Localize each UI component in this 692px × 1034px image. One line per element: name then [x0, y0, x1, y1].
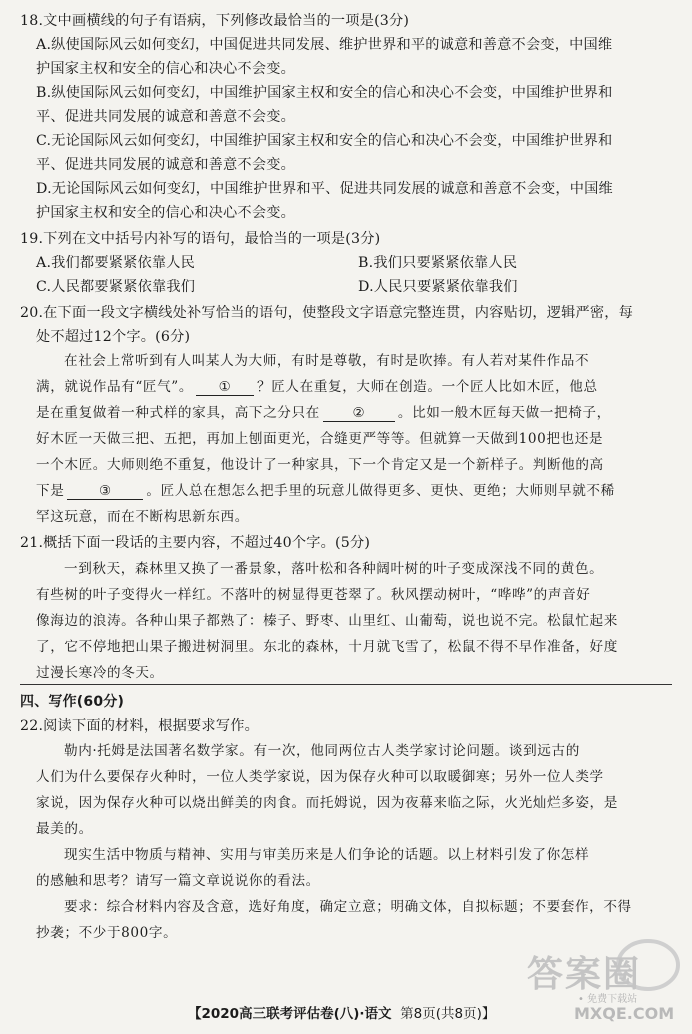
- footer-title: 【2020高三联考评估卷(八)·语文: [188, 1006, 392, 1022]
- q21-passage-line1: 一到秋天，森林里又换了一番景象，落叶松和各种阔叶树的叶子变成深浅不同的黄色。: [64, 561, 604, 577]
- q18-stem: 18.文中画横线的句子有语病，下列修改最恰当的一项是(3分): [20, 13, 410, 29]
- q18-option-b-line1: B.纵使国际风云如何变幻，中国维护国家主权和安全的信心和决心不会变，中国维护世界和: [36, 85, 613, 101]
- q22-material-line2: 人们为什么要保存火种时，一位人类学家说，因为保存火种可以取暖御寒；另外一位人类学: [36, 769, 604, 785]
- q19-stem: 19.下列在文中括号内补写的语句，最恰当的一项是(3分): [20, 231, 381, 247]
- q20-passage-line6-start: 下是: [36, 483, 65, 499]
- blank-1: ①: [196, 380, 254, 396]
- q20-passage-line2-end: ？匠人在重复，大师在创造。一个匠人比如木匠，他总: [257, 379, 598, 395]
- q18-option-d-line1: D.无论国际风云如何变幻，中国维护世界和平、促进共同发展的诚意和善意不会变，中国维: [36, 181, 613, 197]
- q22-material-line4: 最美的。: [36, 821, 93, 837]
- blank-2: ②: [323, 406, 395, 422]
- q22-material-line3: 家说，因为保存火种可以烧出鲜美的肉食。而托姆说，因为夜幕来临之际，火光灿烂多姿，是: [36, 795, 618, 811]
- q20-passage-line3: [36, 404, 611, 422]
- watermark-url: MXQE.COM: [574, 1004, 675, 1023]
- q20-passage-line2: [36, 378, 598, 396]
- q20-passage-line2-start: 满，就说作品有“匠气”。: [36, 379, 194, 395]
- page-footer: [188, 1002, 495, 1022]
- q19-option-b: B.我们只要紧紧依靠人民: [358, 255, 518, 271]
- q20-passage-line6: [36, 482, 615, 500]
- footer-page-number: 第8页(共8页)】: [400, 1006, 496, 1022]
- q20-passage-line3-start: 是在重复做着一种式样的家具，高下之分只在: [36, 405, 320, 421]
- q19-option-a: A.我们都要紧紧依靠人民: [36, 255, 196, 271]
- q18-option-c-line1: C.无论国际风云如何变幻，中国维护国家主权和安全的信心和决心不会变，中国维护世界和: [36, 133, 613, 149]
- q21-passage-line4: 了，它不停地把山果子搬进树洞里。东北的森林，十月就飞雪了，松鼠不得不早作准备，好度: [36, 639, 618, 655]
- watermark-subtext: • 免费下载站: [578, 994, 638, 1005]
- q19-option-c: C.人民都要紧紧依靠我们: [36, 279, 196, 295]
- q22-requirements-line2: 抄袭；不少于800字。: [36, 925, 178, 941]
- q20-passage-line6-end: 。匠人总在想怎么把手里的玩意儿做得更多、更快、更绝；大师则早就不稀: [146, 483, 615, 499]
- q22-requirements-line1: 要求：综合材料内容及含意，选好角度，确定立意；明确文体，自拟标题；不要套作，不得: [64, 899, 632, 915]
- q20-passage-line4: 好木匠一天做三把、五把，再加上刨面更光，合缝更严等等。但就算一天做到100把也还是: [36, 431, 604, 447]
- q18-option-c-line2: 平、促进共同发展的诚意和善意不会变。: [36, 157, 295, 173]
- watermark-text: 答案圈: [527, 954, 642, 995]
- q18-option-a-line1: A.纵使国际风云如何变幻，中国促进共同发展、维护世界和平的诚意和善意不会变，中国维: [36, 37, 613, 53]
- q20-passage-line7: 罕这玩意，而在不断构思新东西。: [36, 509, 249, 525]
- q21-passage-line5: 过漫长寒冷的冬天。: [36, 665, 164, 681]
- q21-passage-line3: 像海边的浪涛。各种山果子都熟了：榛子、野枣、山里红、山葡萄，说也说不完。松鼠忙起来: [36, 613, 618, 629]
- q20-stem-line1: 20.在下面一段文字横线处补写恰当的语句，使整段文字语意完整连贯，内容贴切，逻辑严密，每: [20, 305, 634, 321]
- q20-stem-line2: 处不超过12个字。(6分): [36, 329, 191, 345]
- q21-passage-line2: 有些树的叶子变得火一样红。不落叶的树显得更苍翠了。秋风摆动树叶，“哗哗”的声音好: [36, 587, 591, 603]
- section-4-heading: 四、写作(60分): [20, 694, 125, 710]
- section-divider: [20, 684, 672, 685]
- q21-stem: 21.概括下面一段话的主要内容，不超过40个字。(5分): [20, 535, 371, 551]
- q22-material-line1: 勒内·托姆是法国著名数学家。有一次，他同两位古人类学家讨论问题。谈到远古的: [64, 743, 580, 759]
- q20-passage-line5: 一个木匠。大师则绝不重复，他设计了一种家具，下一个肯定又是一个新样子。判断他的高: [36, 457, 604, 473]
- q20-passage-line3-end: 。比如一般木匠每天做一把椅子，: [397, 405, 611, 421]
- q18-option-a-line2: 护国家主权和安全的信心和决心不会变。: [36, 61, 295, 77]
- q22-material-line5: 现实生活中物质与精神、实用与审美历来是人们争论的话题。以上材料引发了你怎样: [64, 847, 590, 863]
- q22-stem: 22.阅读下面的材料，根据要求写作。: [20, 718, 259, 734]
- q18-option-b-line2: 平、促进共同发展的诚意和善意不会变。: [36, 109, 295, 125]
- q22-material-line6: 的感触和思考？请写一篇文章说说你的看法。: [36, 873, 320, 889]
- q19-option-d: D.人民只要紧紧依靠我们: [358, 279, 518, 295]
- q18-option-d-line2: 护国家主权和安全的信心和决心不会变。: [36, 205, 295, 221]
- q20-passage-line1: 在社会上常听到有人叫某人为大师，有时是尊敬，有时是吹捧。有人若对某件作品不: [64, 353, 590, 369]
- blank-3: ③: [67, 484, 143, 500]
